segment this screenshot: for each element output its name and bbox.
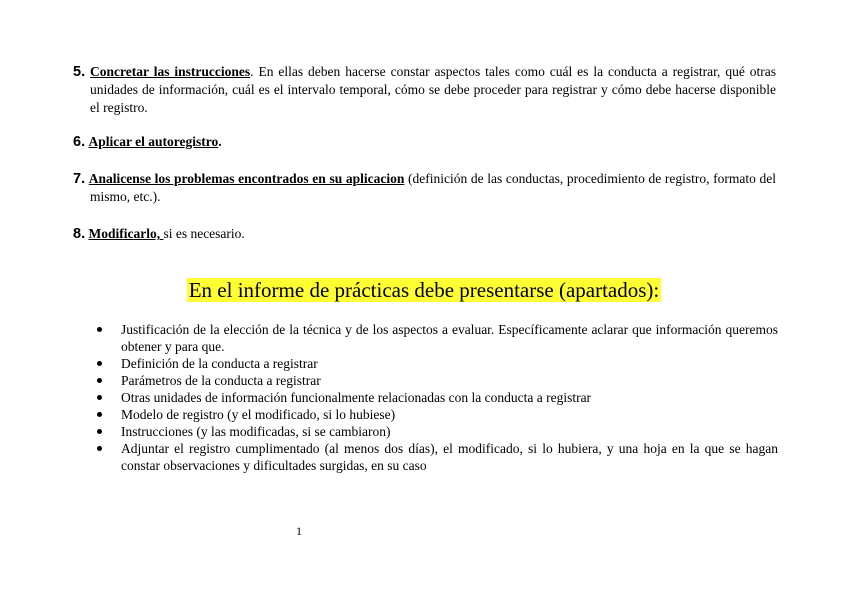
bullet-icon <box>97 395 102 400</box>
step-5 <box>73 63 776 117</box>
step-7-paragraph <box>73 170 776 206</box>
step-5-paragraph <box>73 63 776 117</box>
step-text: si es necesario. <box>163 226 245 241</box>
bullet-icon <box>97 412 102 417</box>
step-6 <box>73 133 776 151</box>
list-item-text: Instrucciones (y las modificadas, si se cambiaron) <box>121 424 391 439</box>
step-number: 6. <box>73 134 86 150</box>
list-item <box>90 406 778 423</box>
step-8 <box>73 225 776 243</box>
page-number: 1 <box>296 524 302 538</box>
step-8-paragraph <box>73 225 776 243</box>
step-number: 7. <box>73 171 86 187</box>
step-title: Aplicar el autoregistro <box>88 134 219 149</box>
list-item <box>90 423 778 440</box>
step-number: 8. <box>73 226 86 242</box>
list-item-text: Justificación de la elección de la técnica y de los aspectos a evaluar. Específicamente aclarar que información queremos obtener y para que. <box>121 322 778 354</box>
list-item <box>90 389 778 406</box>
bullet-icon <box>97 327 102 332</box>
bullet-icon <box>97 361 102 366</box>
list-item-text: Definición de la conducta a registrar <box>121 356 318 371</box>
step-title: Concretar las instrucciones <box>90 64 251 79</box>
bullet-icon <box>97 378 102 383</box>
step-number: 5. <box>73 64 86 80</box>
list-item <box>90 440 778 474</box>
step-text: . En ellas deben hacerse constar aspectos tales como cuál es la conducta a registrar, qué otras unidades de información, cuál es el intervalo temporal, cómo se debe proceder para registrar y cómo debe hacerse disponible el registro. <box>90 64 777 115</box>
section-heading: En el informe de prácticas debe presentarse (apartados): <box>188 278 660 302</box>
bullet-icon <box>97 429 102 434</box>
list-item <box>90 321 778 355</box>
step-title: Modificarlo, <box>88 226 164 241</box>
step-6-paragraph <box>73 133 776 151</box>
list-item <box>90 355 778 372</box>
step-text: (definición de las conductas, procedimiento de registro, formato del mismo, etc.). <box>90 171 776 204</box>
list-item <box>90 372 778 389</box>
list-item-text: Otras unidades de información funcionalmente relacionadas con la conducta a registrar <box>121 390 592 405</box>
section-heading-wrap <box>0 278 848 302</box>
list-item-text: Modelo de registro (y el modificado, si lo hubiese) <box>121 407 396 422</box>
step-title: Analicense los problemas encontrados en su aplicacion <box>88 171 405 186</box>
step-7 <box>73 170 776 206</box>
list-item-text: Parámetros de la conducta a registrar <box>121 373 321 388</box>
list-item-text: Adjuntar el registro cumplimentado (al menos dos días), el modificado, si lo hubiera, y una hoja en la que se hagan constar observaciones y dificultades surgidas, en su caso <box>121 441 778 473</box>
step-text: . <box>218 134 222 149</box>
bullet-icon <box>97 446 102 451</box>
bullet-list <box>90 321 778 474</box>
